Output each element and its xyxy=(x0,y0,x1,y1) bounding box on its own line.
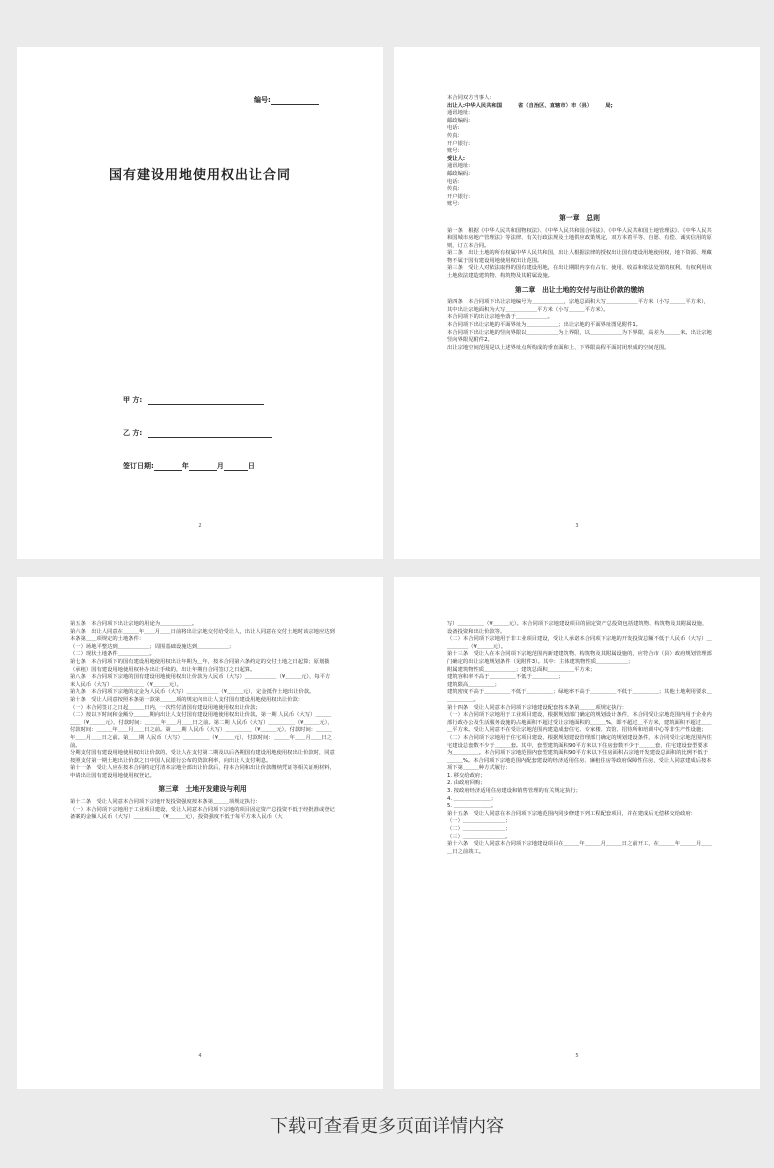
paragraph: 1. 移交给政府； xyxy=(447,772,486,779)
contract-number-blank xyxy=(271,97,319,105)
paragraph: 出让宗地空间范围是以上述界址点所构成的垂直面和上、下界限高程平面封闭形成的空间范围。 xyxy=(447,344,670,351)
page-land-use-payment xyxy=(17,577,383,1089)
paragraph: 建筑容积率不高于＿＿＿＿＿不低于＿＿＿＿＿； xyxy=(447,674,564,681)
paragraph: 5. ＿＿＿＿＿＿＿。 xyxy=(447,803,497,810)
sign-date-day: 日 xyxy=(247,462,255,470)
paragraph: （三）＿＿＿＿＿＿＿＿。 xyxy=(447,833,511,840)
page-text xyxy=(447,621,712,856)
party-b-row xyxy=(123,428,272,438)
paragraph: 第四条 本合同项下出让宗地编号为＿＿＿＿＿＿，宗地总面积大写＿＿＿＿＿＿平方米（小写＿＿＿平方米），其中出让宗地面积为大写＿＿＿＿＿＿平方米（小写＿＿＿平方米）。 xyxy=(447,299,710,313)
page-number: 2 xyxy=(198,523,202,529)
paragraph: 电话: xyxy=(447,178,460,185)
page-cover xyxy=(17,47,383,559)
sign-date-row xyxy=(123,461,255,471)
page-development xyxy=(394,577,760,1089)
sign-date-month: 月 xyxy=(216,462,224,470)
paragraph: 传真: xyxy=(447,132,460,139)
paragraph: （二）现状土地条件＿＿＿＿＿＿。 xyxy=(70,651,155,658)
paragraph: 受让人: xyxy=(447,155,466,162)
paragraph: 3. 按政府经济适用住房建设和销售管理的有关规定执行； xyxy=(447,788,581,795)
paragraph: （一）本合同项下宗地用于工业项目建设，根据规划部门确定的规划设计条件，本合同受让宗地范围内用于企业内部行政办公及生活服务设施的占地面积不超过受让宗地面积的＿＿＿%，即不超过＿平方米，建筑面积不超过＿＿＿平方米。受让人同意不在受让宗地范围内建造成套住宅、专家楼、宾馆、招待所和培训中心等非生产性设施； xyxy=(447,712,712,734)
paragraph: 第七条 本合同项下的国有建设用地使用权出让年期为＿年，按本合同第六条约定的交付土地之日起算；原划拨（承租）国有建设用地使用权补办出让手续的，出让年期自合同签订之日起算。 xyxy=(70,658,330,673)
paragraph: 第十二条 受让人同意本合同项下宗地开发投资强度按本条第＿＿＿项规定执行： xyxy=(70,799,261,806)
paragraph: 开户银行: xyxy=(447,140,470,147)
sign-date-year: 年 xyxy=(181,462,189,470)
paragraph: 4. ＿＿＿＿＿＿＿； xyxy=(447,795,497,802)
paragraph: （一）本合同项下宗地用于工业项目建设，受让人同意本合同项下宗地的项目固定资产总投资不低于经批准或登记备案的金额人民币（大写）＿＿＿＿＿（¥＿＿＿元），投资强度不低于每平方米人民币（大 xyxy=(70,806,335,821)
party-a-row xyxy=(123,395,264,405)
paragraph: 账号: xyxy=(447,148,460,155)
party-a-label: 甲 方: xyxy=(123,396,143,404)
sign-date-label: 签订日期: xyxy=(123,462,154,470)
paragraph: 账号: xyxy=(447,201,460,208)
paragraph: 开户银行: xyxy=(447,193,470,200)
paragraph: （一）场地平整达到＿＿＿＿＿＿；周围基础设施达到＿＿＿＿＿＿； xyxy=(70,643,235,650)
paragraph: 建筑限高＿＿＿＿＿； xyxy=(447,681,500,688)
paragraph: 第十三条 受让人在本合同项下宗地范围内新建建筑物、构筑物及其附属设施的，应符合市（县）政府规划管理部门确定的出让宗地规划条件（见附件3）。其中：主体建筑物性质＿＿＿＿＿＿； xyxy=(447,651,712,665)
page-text xyxy=(447,95,712,352)
paragraph: 邮政编码: xyxy=(447,170,470,177)
paragraph: 附属建筑物性质＿＿＿＿＿＿；建筑总面积＿＿＿＿＿平方米； xyxy=(447,666,596,673)
paragraph: 2. 由政府回购； xyxy=(447,780,486,787)
party-a-blank xyxy=(148,397,264,405)
paragraph: 第一条 根据《中华人民共和国物权法》、《中华人民共和国合同法》、《中华人民共和国土地管理法》、《中华人民共和国城市房地产管理法》等法律、有关行政法规及土地供应政策规定，双方本着平等、自愿、有偿、诚实信用的原则，订立本合同。 xyxy=(447,227,712,249)
page-number: 4 xyxy=(198,1053,202,1059)
paragraph: 建筑密度不高于＿＿＿＿＿不低于＿＿＿＿＿；绿地率不高于＿＿＿＿＿不低于＿＿＿＿＿；其他土地利用要求＿＿＿＿＿＿。 xyxy=(447,689,712,703)
paragraph: 第九条 本合同项下宗地的定金为人民币（大写）＿＿＿＿＿＿（¥＿＿＿元），定金抵作土地出让价款。 xyxy=(70,689,315,696)
chapter-heading: 第一章 总则 xyxy=(559,213,600,222)
page-number: 5 xyxy=(575,1053,579,1059)
page-text xyxy=(70,621,335,822)
paragraph: （一）本合同签订之日起＿＿＿日内，一次性付清国有建设用地使用权出让价款； xyxy=(70,704,261,711)
paragraph: 本合同项下出让宗地的平面界址为＿＿＿＿＿＿；出让宗地的平面界址图见附件1。 xyxy=(447,322,642,329)
chapter-heading: 第三章 土地开发建设与利用 xyxy=(158,785,247,794)
paragraph: 本合同项下出让宗地的竖向界限以＿＿＿＿＿＿为上界限，以＿＿＿＿＿＿为下界限，高差为＿＿＿米。出让宗地竖向界限见附件2。 xyxy=(447,329,712,344)
page-number: 3 xyxy=(575,523,579,529)
paragraph: 传真: xyxy=(447,186,460,193)
paragraph: 出让人:中华人民共和国 省（自治区、直辖市）市（县） 局; xyxy=(447,102,613,109)
paragraph: （二）按以下时间和金额分＿＿＿期向出让人支付国有建设用地使用权出让价款。第一期 人民币（大写）＿＿＿＿＿（¥＿＿＿元），付款时间：＿＿＿年＿＿月＿＿日之前。第二期 人民币（大写）＿＿＿＿＿（¥＿＿＿元），付款时间：＿＿＿年＿＿月＿＿日之前。第＿＿期 人民币（大写）＿＿＿＿＿（¥＿＿＿元），付款时间：＿＿＿年＿＿月＿＿日之前。第＿＿期 人民币（大写）＿＿＿＿＿（¥＿＿＿元），付款时间：＿＿＿年＿＿月＿＿日之前。 xyxy=(70,712,333,749)
paragraph: 第十条 受让人同意按照本条第一款第＿＿＿项的规定向出让人支付国有建设用地使用权出让价款： xyxy=(70,696,304,703)
paragraph: 分期支付国有建设用地使用权出让价款的，受让人在支付第二期及以后各期国有建设用地使用权出让价款时，同意按照支付第一期土地出让价款之日中国人民银行公布的贷款利率，向出让人支付利息。 xyxy=(70,750,335,764)
paragraph: 电话: xyxy=(447,125,460,132)
paragraph: 第三条 受让人对依法取得的国有建设用地，在出让期限内享有占有、使用、收益和依法处置的权利，有权利用该土地依法建造建筑物、构筑物及其附属设施。 xyxy=(447,265,712,280)
party-b-blank xyxy=(148,430,272,438)
party-b-label: 乙 方: xyxy=(123,429,143,437)
paragraph: （二）＿＿＿＿＿＿＿＿； xyxy=(447,826,511,833)
paragraph: 第八条 本合同项下宗地的国有建设用地使用权出让价款为人民币（大写）＿＿＿＿＿＿（¥＿＿＿元），每平方米人民币（大写）＿＿＿＿＿＿（¥＿＿＿元）。 xyxy=(70,674,331,688)
paragraph: （一）＿＿＿＿＿＿＿＿； xyxy=(447,818,511,825)
paragraph: 本合同双方当事人: xyxy=(447,95,492,101)
paragraph: 通讯地址: xyxy=(447,110,470,117)
paragraph: 第十五条 受让人同意在本合同项下宗地范围内同步修建下列工程配套项目，并在建成后无偿移交给政府： xyxy=(447,810,696,817)
paragraph: 邮政编码: xyxy=(447,117,470,124)
paragraph: 第五条 本合同项下出让宗地的用途为＿＿＿＿＿＿。 xyxy=(70,621,198,627)
paragraph: 通讯地址: xyxy=(447,163,470,170)
paragraph: 第十四条 受让人同意本合同项下宗地建设配套按本条第＿＿＿项规定执行： xyxy=(447,704,628,711)
paragraph: 本合同项下的出让宗地坐落于＿＿＿＿＿＿。 xyxy=(447,314,553,321)
contract-title: 国有建设用地使用权出让合同 xyxy=(108,168,291,183)
chapter-heading: 第二章 出让土地的交付与出让价款的缴纳 xyxy=(514,285,645,294)
contract-number-label: 编号: xyxy=(254,96,271,104)
contract-number xyxy=(254,95,319,105)
paragraph: 第二条 出让土地的所有权属中华人民共和国，出让人根据法律的授权出让国有建设用地使用权，地下资源、埋藏物不属于国有建设用地使用权出让范围。 xyxy=(447,250,712,264)
paragraph: （二）本合同项下宗地用于住宅项目建设，根据规划建设管理部门确定的规划建设条件，本合同受让宗地范围内住宅建设总套数不少于＿＿＿套。其中，套型建筑面积90平方米以下住房套数不少于＿＿＿套，住宅建设套型要求为＿＿＿＿＿。本合同项下宗地范围内套型建筑面积90平方米以下住房面积占宗地开发建设总面积的比例不低于＿＿＿%。本合同项下宗地范围内配套建设的经济适用住房、廉租住房等政府保障性住房，受让人同意建成后按本项下第＿＿＿种方式履行： xyxy=(447,734,712,772)
paragraph: 第十一条 受让人应在按本合同约定付清本宗地全部出让价款后，持本合同和出让价款缴纳凭证等相关证明材料，申请出让国有建设用地使用权登记。 xyxy=(70,765,335,779)
paragraph: 第六条 出让人同意在＿＿＿年＿＿月＿＿日前将出让宗地交付给受让人，出让人同意在交付土地时该宗地应达到本条第＿＿项规定的土地条件： xyxy=(70,628,335,643)
paragraph: 第十六条 受让人同意本合同项下宗地建设项目在＿＿＿年＿＿＿月＿＿＿日之前开工，在＿＿＿年＿＿＿月＿＿＿日之前竣工。 xyxy=(447,841,712,855)
download-more-caption[interactable]: 下载可查看更多页面详情内容 xyxy=(270,1116,504,1137)
paragraph: 写）＿＿＿＿＿（¥＿＿＿元）。本合同项下宗地建设项目的固定资产总投资包括建筑物、构筑物及其附属设施、设备投资和出让价款等。 xyxy=(447,621,708,635)
page-parties-chapter1 xyxy=(394,47,760,559)
paragraph: （二）本合同项下宗地用于非工业项目建设，受让人承诺本合同项下宗地的开发投资总额不低于人民币（大写）＿＿＿＿＿（¥＿＿＿元）。 xyxy=(447,636,712,650)
